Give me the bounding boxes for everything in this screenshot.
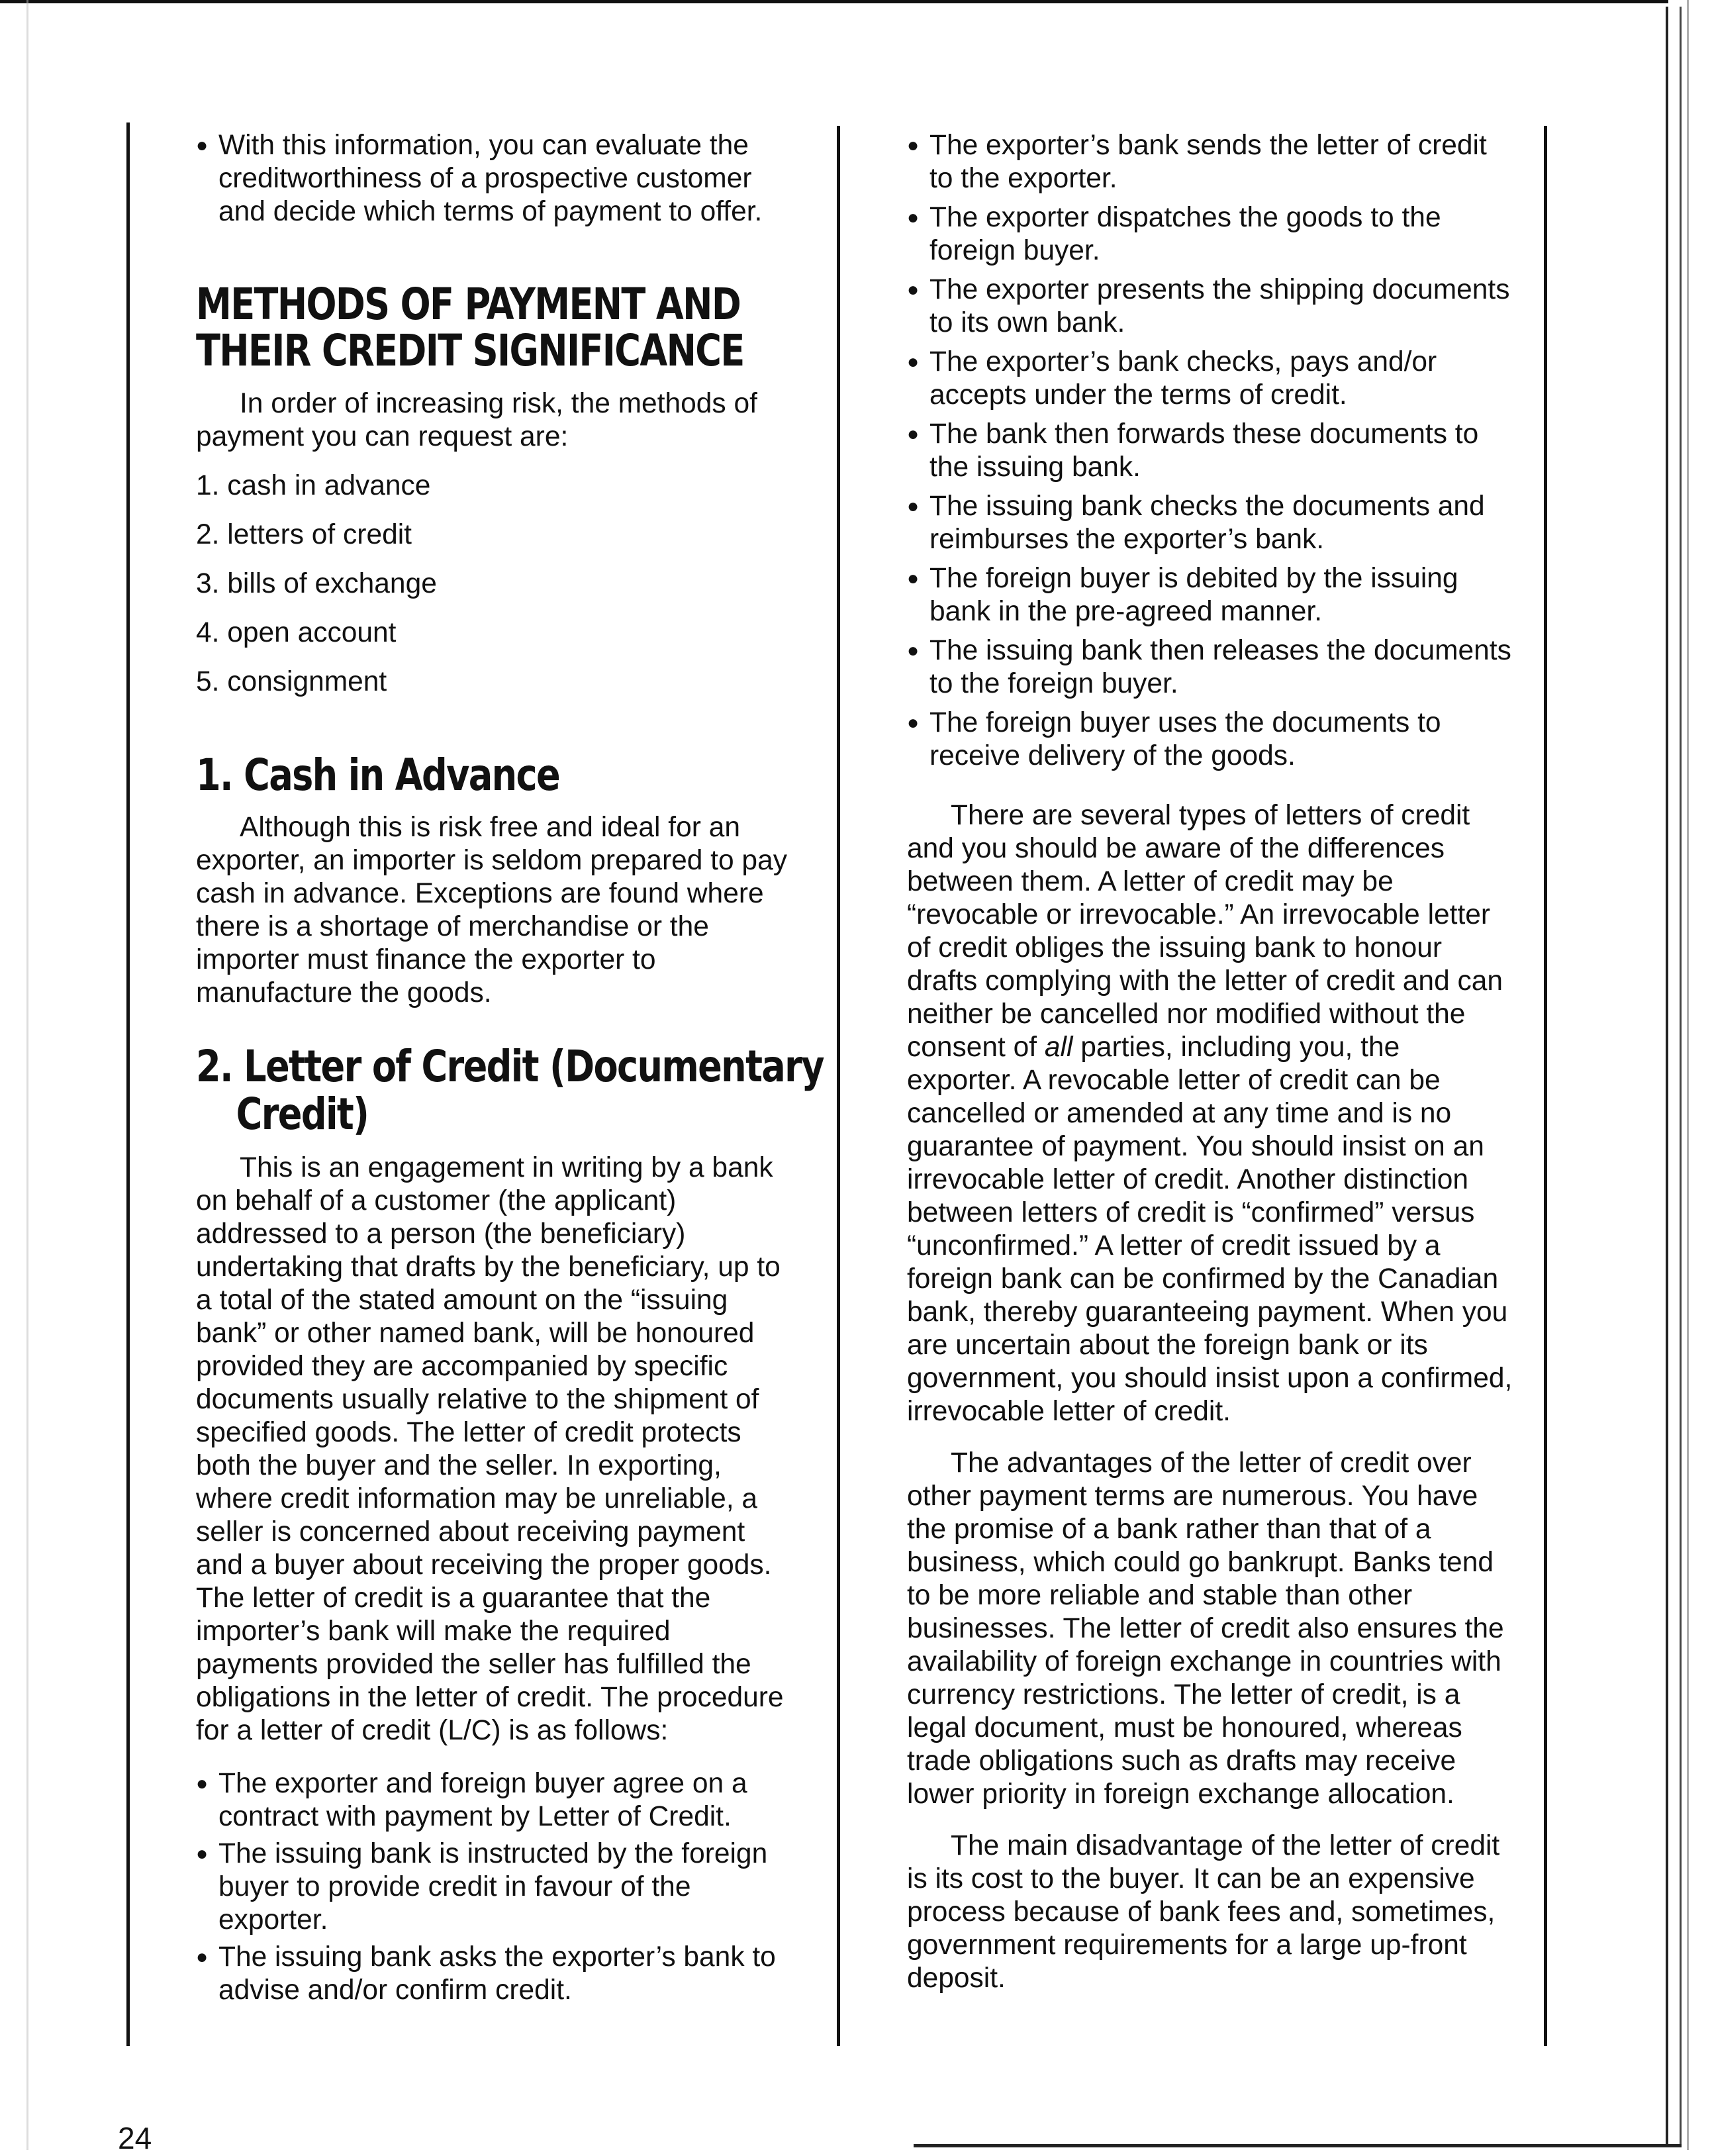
letter-of-credit-heading: 2. Letter of Credit (Documentary Credit) [196,1041,824,1140]
methods-list-item: 4. open account [196,617,397,648]
letter-types-text: There are several types of letters of credit and you should be aware of the differences between them. A letter of credit may be “revocable or irrevocable.” An irrevocable letter of credit obliges the issuing bank to honour drafts complying with the letter of credit and can neither be cancelled nor modified without the consent of [907,800,1503,1063]
page-number: 24 [118,2121,152,2155]
disadvantage-paragraph: The main disadvantage of the letter of credit is its cost to the buyer. It can be an expensive process because of bank fees and, sometimes, government requirements for a large up-front deposit. [907,1830,1500,1994]
methods-list-item: 3. bills of exchange [196,568,437,599]
procedure-list-left [196,1767,792,2007]
procedure-bullet: ● The bank then forwards these documents to the issuing bank. [907,418,1513,484]
procedure-bullet: ● The exporter and foreign buyer agree on a contract with payment by Letter of Credit. [196,1767,792,1834]
procedure-bullet: ● The exporter presents the shipping documents to its own bank. [907,273,1513,340]
procedure-bullet: ● The exporter dispatches the goods to the foreign buyer. [907,201,1513,268]
cash-in-advance-heading: 1. Cash in Advance [196,750,560,801]
binding-edge-outer [1687,0,1689,2150]
letter-of-credit-paragraph: This is an engagement in writing by a bank on behalf of a customer (the applicant) addressed to a person (the beneficiary) undertaking that drafts by the beneficiary, up to a total of the stated amount on the “issuing bank” or other named bank, will be honoured provided they are accompanied by specific documents usually relative to the shipment of specified goods. The letter of credit protects both the buyer and the seller. In exporting, where credit information may be unreliable, a seller is concerned about receiving payment and a buyer about receiving the proper goods. The letter of credit is a guarantee that the importer’s bank will make the required payments provided the seller has fulfilled the obligations in the letter of credit. The procedure for a letter of credit (L/C) is as follows: [196,1152,784,1746]
methods-intro: In order of increasing risk, the methods of payment you can request are: [196,388,757,452]
left-margin-rule [126,122,130,2046]
intro-bullet: ● With this information, you can evaluate the creditworthiness of a prospective customer and decide which terms of payment to offer. [196,129,792,228]
procedure-bullet: ● The issuing bank checks the documents and reimburses the exporter’s bank. [907,490,1513,556]
binding-edge [1666,7,1682,2145]
bottom-rule [914,2144,1682,2147]
letter-types-paragraph [907,799,1513,1428]
procedure-bullet: ● The foreign buyer uses the documents to receive delivery of the goods. [907,707,1513,773]
methods-list [196,469,792,699]
methods-list-item: 5. consignment [196,666,387,697]
procedure-bullet: ● The foreign buyer is debited by the issuing bank in the pre-agreed manner. [907,562,1513,628]
right-margin-rule [1544,126,1547,2046]
procedure-bullet: ● The issuing bank asks the exporter’s bank to advise and/or confirm credit. [196,1941,792,2007]
procedure-list-right [907,129,1513,773]
methods-heading: METHODS OF PAYMENT AND THEIR CREDIT SIGNIFICANCE [196,279,744,376]
advantages-paragraph: The advantages of the letter of credit over other payment terms are numerous. You have the promise of a bank rather than that of a business, which could go bankrupt. Banks tend to be more reliable and stable than other businesses. The letter of credit also ensures the availability of foreign exchange in countries with currency restrictions. The letter of credit, is a legal document, must be honoured, whereas trade obligations such as drafts may receive lower priority in foreign exchange allocation. [907,1447,1504,1810]
top-rule [0,0,1668,3]
methods-list-item: 2. letters of credit [196,519,412,550]
procedure-bullet: ● The issuing bank then releases the documents to the foreign buyer. [907,634,1513,701]
column-divider-rule [837,126,840,2046]
left-column [196,129,824,2007]
methods-list-item: 1. cash in advance [196,470,431,501]
scan-left-edge [26,0,28,2150]
letter-types-text-continued: parties, including you, the exporter. A revocable letter of credit can be cancelled or amended at any time and is no guarantee of payment. You should insist on an irrevocable letter of credit. Another distinction between letters of credit is “confirmed” versus “unconfirmed.” A letter of credit issued by a foreign bank can be confirmed by the Canadian bank, thereby guaranteeing payment. When you are uncertain about the foreign bank or its government, you should insist upon a confirmed, irrevocable letter of credit. [907,1032,1513,1427]
emphasis-all: all [1044,1032,1073,1063]
procedure-bullet: ● The issuing bank is instructed by the foreign buyer to provide credit in favour of the exporter. [196,1838,792,1937]
right-column [907,129,1513,1995]
procedure-bullet: ● The exporter’s bank checks, pays and/or accepts under the terms of credit. [907,346,1513,412]
cash-in-advance-paragraph: Although this is risk free and ideal for an exporter, an importer is seldom prepared to pay cash in advance. Exceptions are found where there is a shortage of merchandise or the importer must finance the exporter to manufacture the goods. [196,812,787,1008]
procedure-bullet: ● The exporter’s bank sends the letter of credit to the exporter. [907,129,1513,195]
